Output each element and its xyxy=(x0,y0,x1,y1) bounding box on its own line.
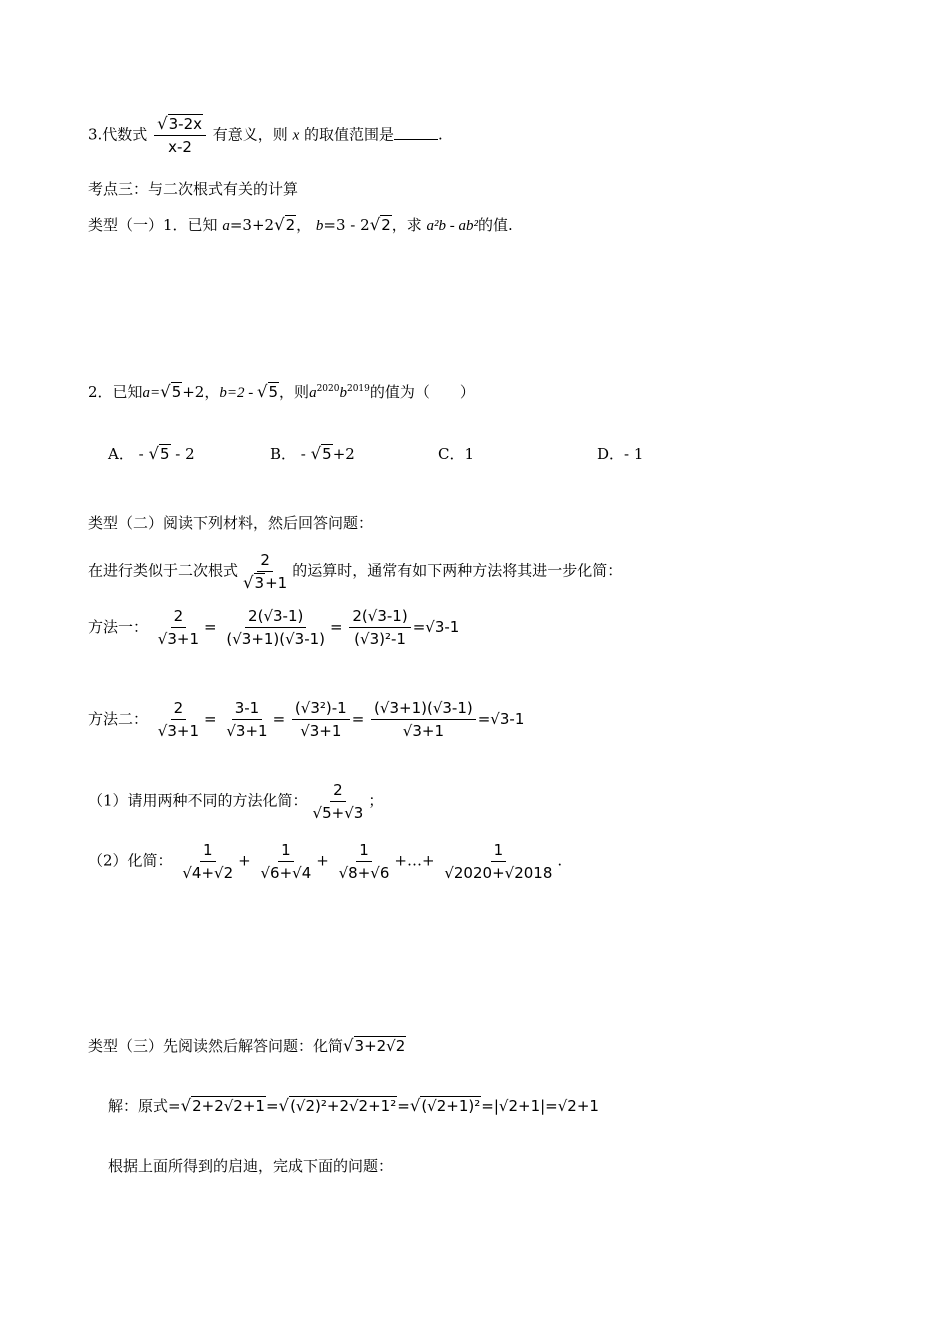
option-a[interactable]: A． - √5 - 2 xyxy=(108,444,195,463)
method-2: 方法二： $\frac{2}{√3+1}$ = $\frac{3-1}{√3+1}$ = $\frac{\text{(√3²)-1}}{√3+1}$ = $\frac{(√3+1)(√3-1)}{√3+1}$ =√3-1 xyxy=(88,699,525,740)
question-2: 2．已知a=√5+2，b=2 - √5，则$a^{2020}b^{2019}$的值为（ ） xyxy=(88,382,475,401)
sqrt-5-a: √5 xyxy=(160,382,182,401)
type1-a-val: =3+2 xyxy=(229,216,275,234)
type1-b-val: =3 - 2 xyxy=(323,216,370,234)
q3-denominator: x-2 xyxy=(168,138,192,156)
type3-solution: 解：原式=√2+2√2+1=√(√2)²+2√2+1²=√(√2+1)²=|√2+1|=√2+1 xyxy=(108,1096,599,1115)
sqrt-2-b: √2 xyxy=(369,215,391,234)
question-3 xyxy=(88,114,443,157)
type1-label: 类型（一）1．已知 xyxy=(88,216,218,234)
method-1: 方法一： $\frac{2}{√3+1}$ = $\frac{2(√3-1)}{(√3+1)(√3-1)}$ = $\frac{2(√3-1)}{\text{(√3)²-1}}$ =√3-1 xyxy=(88,607,460,648)
answer-blank[interactable] xyxy=(394,127,438,140)
type3-hint: 根据上面所得到的启迪，完成下面的问题： xyxy=(108,1157,394,1175)
q3-var: x xyxy=(292,127,300,144)
intro-fraction: $\frac{2}{√3+1}$ xyxy=(243,551,288,592)
type1-b: b xyxy=(315,218,324,234)
type2-heading: 类型（二）阅读下列材料，然后回答问题： xyxy=(88,514,374,532)
type1-question: 类型（一）1．已知 a=3+2√2， b=3 - 2√2，求 a²b - ab²的值. xyxy=(88,215,513,234)
sub-question-2: （2）化简： $\frac{1}{√4+√2}$ + $\frac{1}{√6+√4}$ + $\frac{1}{√8+√6}$ +…+ $\frac{1}{√2020+√2018}$ . xyxy=(88,841,563,882)
sqrt-2-a: √2 xyxy=(274,215,296,234)
option-b[interactable]: B． - √5+2 xyxy=(270,444,355,463)
sub-question-1: （1）请用两种不同的方法化简： $\frac{2}{√5+√3}$ ； xyxy=(88,781,384,822)
q3-text-a: 有意义，则 xyxy=(212,125,288,144)
sqrt-5-b: √5 xyxy=(256,382,279,401)
q3-end: . xyxy=(438,125,443,144)
type2-intro: 在进行类似于二次根式 $\frac{2}{√3+1}$ 的运算时，通常有如下两种方法将其进一步化简： xyxy=(88,551,623,592)
type1-tail: 的值. xyxy=(478,216,513,234)
option-d[interactable]: D．- 1 xyxy=(597,445,644,463)
q3-text-b: 的取值范围是 xyxy=(304,125,395,144)
type1-expr: a²b - ab² xyxy=(426,218,479,234)
type3-heading: 类型（三）先阅读然后解答问题：化简√3+2√2 xyxy=(88,1036,406,1055)
option-c[interactable]: C．1 xyxy=(438,445,475,463)
type1-a: a xyxy=(222,218,230,234)
q3-prefix: 3.代数式 xyxy=(88,125,148,144)
q3-fraction: $\frac{√3-2x}{x-2}$ xyxy=(154,114,206,157)
q3-numerator: 3-2x xyxy=(168,115,202,133)
section-heading: 考点三：与二次根式有关的计算 xyxy=(88,180,299,198)
